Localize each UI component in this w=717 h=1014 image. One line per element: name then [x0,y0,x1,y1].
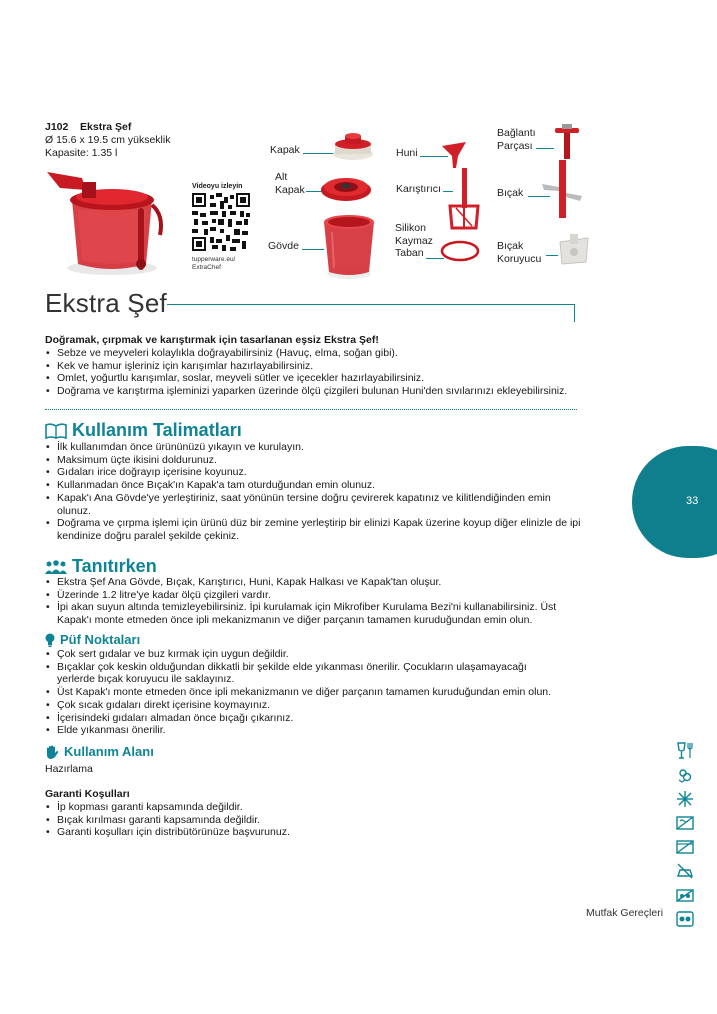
warranty-title: Garanti Koşulları [45,788,130,800]
label-baglanti-2: Parçası [497,139,533,152]
label-silikon-taban [395,222,433,260]
blade-guard-image [556,232,592,270]
product-capacity: Kapasite: 1.35 l [45,147,118,159]
label-govde: Gövde [268,240,299,252]
intro-section [45,334,605,398]
list-item: • Gıdaları irice doğrayıp içerisine koyunuz. [45,466,585,479]
label-bicak-koruyucu-1: Bıçak [497,240,524,252]
list-item: • Doğrama ve karıştırma işleminizi yaparken üzerinde ölçü çizgileri bulunan Huni'den sıvılarınızı ekleyebilirsiniz. [45,385,605,398]
list-item: • Bıçak kırılması garanti kapsamında değildir. [45,814,585,827]
list-item: • İpi akan suyun altında temizleyebilirsiniz. İpi kurulamak için Mikrofiber Kurulama Bezi'ni kullanabilirsiniz. Üst Kapak'ı monte etmeden önce ipli mekanizmanın ve diğer parçanın tamamen kuruduğundan emin olun. [45,601,585,626]
open-book-icon [45,423,67,439]
label-baglanti [497,127,536,152]
area-value: Hazırlama [45,763,93,775]
list-item: • Üzerinde 1.2 litre'ye kadar ölçü çizgileri vardır. [45,589,585,602]
list-item: • Omlet, yoğurtlu karışımlar, soslar, meyveli sütler ve içecekler hazırlayabilirsiniz. [45,372,605,385]
extra-chef-product-image [42,160,177,280]
blade-image [540,160,584,220]
page-title: Ekstra Şef [45,288,167,318]
dishwasher-safe-icon [676,766,694,784]
list-item: • İçerisindeki gıdaları almadan önce bıçağı çıkarınız. [45,712,585,725]
list-item: • Çok sıcak gıdaları direkt içerisine koymayınız. [45,699,585,712]
list-item: • Doğrama ve çırpma işlemi için ürünü düz bir zemine yerleştirip bir elinizi Kapak üzerine koyup diğer elinizle de ipi kendinize doğru paralel şekilde çekiniz. [45,517,585,542]
freezer-safe-icon [676,790,694,808]
microwave-no-icon [676,814,694,832]
intro2-section [45,576,585,627]
tips-heading [45,632,140,647]
care-icons [676,742,694,934]
list-item: • Bıçaklar çok keskin olduğundan dikkatli bir şekilde elde yıkanması önerilir. Çocukların ulaşamayacağı yerlerde bıçak koruyucu ile saklayınız. [45,661,557,686]
intro2-heading [45,556,157,577]
usage-section [45,441,585,543]
area-heading [45,744,154,759]
list-item: • Kapak'ı Ana Gövde'ye yerleştiriniz, saat yönünün tersine doğru çevirerek kapatınız ve kilitlendiğinden emin olunuz. [45,492,557,517]
label-alt-kapak-1: Alt [275,171,288,183]
product-code: J102 [45,121,69,133]
oven-no-icon [676,838,694,856]
label-bicak-koruyucu [497,240,541,265]
label-baglanti-1: Bağlantı [497,127,536,139]
section-divider [45,409,577,410]
glass-fork-icon [676,742,694,760]
body-bowl-image [320,212,378,280]
list-item: • Elde yıkanması önerilir. [45,724,585,737]
lid-image [332,132,374,162]
usage-title: Kullanım Talimatları [72,420,242,440]
people-group-icon [45,560,67,574]
tips-list [45,648,585,737]
label-silikon-2: Kaymaz [395,234,433,247]
tips-section [45,648,585,737]
tips-title: Püf Noktaları [60,632,141,647]
intro2-list [45,576,585,627]
list-item: • Sebze ve meyveleri kolaylıkla doğrayabilirsiniz (Havuç, elma, soğan gibi). [45,347,605,360]
list-item: • Kek ve hamur işleriniz için karışımlar hazırlayabilirsiniz. [45,360,605,373]
list-item: • Çok sert gıdalar ve buz kırmak için uygun değildir. [45,648,585,661]
qr-code[interactable] [192,193,250,251]
list-item: • Kullanmadan önce Bıçak'ın Kapak'a tam oturduğundan emin olunuz. [45,479,585,492]
storage-icon [676,910,694,928]
footer-section-name: Mutfak Gereçleri [586,907,664,919]
warranty-section [45,801,585,839]
label-kapak: Kapak [270,144,300,156]
label-bicak: Bıçak [497,187,524,199]
whisk-image [446,168,482,234]
product-info [45,121,170,160]
label-huni: Huni [396,147,418,159]
qr-url-line1: tupperware.eu/ [192,256,236,263]
lightbulb-icon [45,633,55,647]
title-rule [167,304,575,305]
usage-list [45,441,585,543]
qr-url[interactable] [192,256,235,272]
stove-no-icon [676,886,694,904]
funnel-image [440,140,470,170]
list-item: • Ekstra Şef Ana Gövde, Bıçak, Karıştırıcı, Huni, Kapak Halkası ve Kapak'tan oluşur. [45,576,585,589]
cutting-no-icon [676,862,694,880]
connector-image [552,122,582,162]
list-item: • Garanti koşulları için distribütörünüze başvurunuz. [45,826,585,839]
usage-heading [45,420,242,441]
product-code-line [45,121,170,134]
label-silikon-3: Taban [395,247,424,259]
qr-title: Videoyu izleyin [192,183,243,190]
intro-heading: Doğramak, çırpmak ve karıştırmak için tasarlanan eşsiz Ekstra Şef! [45,334,379,346]
intro2-title: Tanıtırken [72,556,157,576]
label-silikon-1: Silikon [395,222,426,234]
label-alt-kapak [275,171,305,196]
list-item: • İlk kullanımdan önce ürününüzü yıkayın ve kurulayın. [45,441,585,454]
page-number-tab [632,446,717,558]
area-title: Kullanım Alanı [64,744,154,759]
label-bicak-koruyucu-2: Koruyucu [497,252,542,265]
list-item: • Maksimum üçte ikisini doldurunuz. [45,454,585,467]
product-name: Ekstra Şef [80,121,132,133]
intro-list [45,347,605,398]
label-alt-kapak-2: Kapak [275,183,305,196]
warranty-list [45,801,585,839]
qr-url-line2: ExtraChef [192,264,221,271]
silicone-base-image [440,240,480,262]
page-number: 33 [686,495,699,507]
list-item: • İp kopması garanti kapsamında değildir. [45,801,585,814]
title-rule-tick [574,304,575,322]
hand-icon [45,745,59,759]
product-dimensions: Ø 15.6 x 19.5 cm yükseklik [45,134,171,146]
list-item: • Üst Kapak'ı monte etmeden önce ipli mekanizmanın ve diğer parçanın tamamen kuruduğundan emin olun. [45,686,585,699]
label-karistirici: Karıştırıcı [396,183,441,195]
lower-lid-image [320,172,372,204]
